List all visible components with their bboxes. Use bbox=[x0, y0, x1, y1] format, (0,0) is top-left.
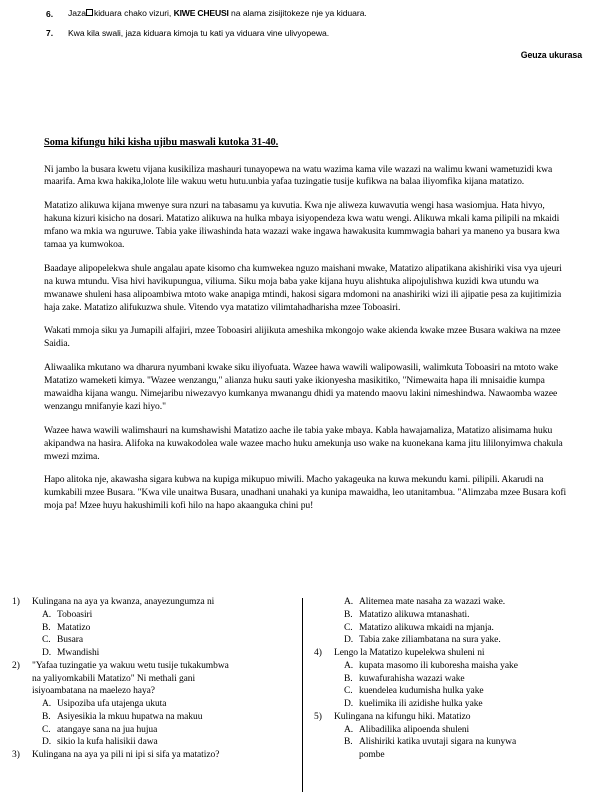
option-text: atangaye sana na jua hujua bbox=[57, 724, 158, 735]
option-text: Alibadilika alipoenda shuleni bbox=[359, 724, 470, 735]
option-text: Matatizo bbox=[57, 622, 91, 633]
question-1-stem: Kulingana na aya ya kwanza, anayezungumza ni bbox=[32, 597, 215, 607]
passage-paragraph-5: Aliwaalika mkutano wa dharura nyumbani kwake siku iliyofuata. Wazee hawa wawili walipowasili, walimkuta Toboasiri na mtoto wake Matatizo wameketi kimya. "Wazee wenzangu," alianza huku sauti yake ikionyesha masikitiko, "Nimewaita hapa ili mnisaidie kumpa mawaidha kijana wangu. Nimejaribu niwezavyo kumkanya mwanangu dhidi ya matendo maovu lakini nimeshindwa. Nawaomba wazee wenzangu mnifanyie kazi hiyo." bbox=[44, 362, 558, 412]
option-letter: B. bbox=[344, 673, 353, 684]
question-3-stem: Kulingana na aya ya pili ni ipi si sifa ya matatizo? bbox=[32, 750, 220, 761]
option-text: Matatizo alikuwa mkaidi na mjanja. bbox=[359, 622, 494, 633]
question-4-number: 4) bbox=[314, 648, 322, 659]
instructions-block bbox=[0, 8, 612, 48]
question-1[interactable] bbox=[10, 596, 298, 609]
passage-paragraph-4: Wakati mmoja siku ya Jumapili alfajiri, mzee Toboasiri alijikuta ameshika mkongojo wake akienda kwake mzee Busara wakiwa na mzee Saidia. bbox=[44, 325, 561, 350]
question-4[interactable] bbox=[312, 647, 608, 660]
option-letter: D. bbox=[42, 737, 52, 748]
passage-section bbox=[44, 136, 569, 513]
instruction-number-6: 6. bbox=[46, 8, 54, 19]
option-text: sikio la kufa halisikii dawa bbox=[57, 737, 158, 748]
option-letter: D. bbox=[344, 635, 354, 646]
option-text: Matatizo alikuwa mtanashati. bbox=[359, 609, 470, 620]
option-letter: C. bbox=[42, 635, 51, 646]
question-5-number: 5) bbox=[314, 711, 322, 722]
option-letter: C. bbox=[42, 724, 51, 735]
question-1-option-b[interactable] bbox=[10, 622, 298, 635]
passage-paragraph-3: Baadaye alipopelekwa shule angalau apate kisomo cha kumwekea nguzo maishani mwake, Matatizo alipatikana akishiriki visa vya ujeuri na kuwa mtundu. Visa hivi havikupungua, viliuma. Siku moja baba yake kijana huyu alishtuka alipojulishwa kuzidi kwa utundu wa mwanawe shuleni hasa alipoambiwa mtoto wake anapiga mtindi, hakosi sigara mdomoni na anashiriki wizi ili ajipatie pesa za kujitimizia haja zake. Matatizo alifukuzwa shule. Vitendo vya matatizo vilimtahadharisha mzee Toboasiri. bbox=[44, 262, 562, 313]
option-letter: A. bbox=[344, 724, 354, 735]
option-letter: A. bbox=[42, 699, 52, 710]
passage-paragraph-1: Ni jambo la busara kwetu vijana kusikiliza mashauri tunayopewa na watu wazima kama vile wazazi na walimu kwani wametuzidi kwa maarifa. Ama kwa hakika,lolote lile wakuu wetu hutu.unbia yafaa tuzingatie tusije kufikwa na balaa iliyomfika kijana matatizo. bbox=[44, 163, 553, 188]
option-text: Mwandishi bbox=[57, 648, 100, 659]
question-1-number: 1) bbox=[12, 597, 20, 607]
option-letter: B. bbox=[344, 609, 353, 620]
questions-column-right bbox=[312, 596, 608, 762]
question-4-option-c[interactable] bbox=[312, 685, 608, 698]
option-letter: A. bbox=[344, 597, 354, 607]
question-2-stem-line2: na yaliyomkabili Matatizo" Ni methali gani bbox=[32, 673, 196, 684]
questions-section bbox=[0, 596, 612, 792]
option-letter: B. bbox=[42, 622, 51, 633]
empty-box-icon bbox=[86, 9, 93, 16]
question-2-option-c[interactable] bbox=[10, 724, 298, 737]
instruction-text-6 bbox=[68, 8, 367, 20]
question-1-option-d[interactable] bbox=[10, 647, 298, 660]
question-4-stem: Lengo la Matatizo kupelekwa shuleni ni bbox=[334, 648, 485, 659]
question-2-stem-line3: isiyoambatana na maelezo haya? bbox=[32, 686, 155, 697]
question-3[interactable] bbox=[10, 749, 298, 762]
option-text: Toboasiri bbox=[57, 609, 93, 620]
question-5-option-b-continuation: pombe bbox=[359, 750, 385, 761]
passage-heading: Soma kifungu hiki kisha ujibu maswali kutoka 31-40. bbox=[44, 137, 279, 148]
option-letter: C. bbox=[344, 622, 353, 633]
instruction-text-7: Kwa kila swali, jaza kiduara kimoja tu kati ya viduara vine ulivyopewa. bbox=[68, 27, 330, 38]
column-divider bbox=[302, 598, 303, 792]
question-3-option-c[interactable] bbox=[312, 622, 608, 635]
option-letter: C. bbox=[344, 686, 353, 697]
question-1-option-c[interactable] bbox=[10, 634, 298, 647]
question-3-option-b[interactable] bbox=[312, 609, 608, 622]
instruction-6-part2: kiduara chako vizuri, bbox=[93, 8, 172, 18]
option-text: Asiyesikia la mkuu hupatwa na makuu bbox=[57, 711, 203, 722]
question-5-stem: Kulingana na kifungu hiki. Matatizo bbox=[334, 711, 471, 722]
question-5[interactable] bbox=[312, 711, 608, 724]
question-5-option-b[interactable] bbox=[312, 736, 608, 749]
option-letter: B. bbox=[42, 711, 51, 722]
option-text: Usipoziba ufa utajenga ukuta bbox=[57, 699, 167, 710]
option-text: kupata masomo ili kuboresha maisha yake bbox=[359, 660, 518, 671]
passage-paragraph-6: Wazee hawa wawili walimshauri na kumshawishi Matatizo aache ile tabia yake mbaya. Kabla hawajamaliza, Matatizo alisimama huku akipandwa na hasira. Alifoka na kuwakodolea wale wazee macho huku amekunja uso wake na kuonekana kama jitu lililonyimwa chakula mwezi mzima. bbox=[44, 424, 563, 462]
question-2-option-d[interactable] bbox=[10, 736, 298, 749]
question-3-option-d[interactable] bbox=[312, 634, 608, 647]
option-letter: D. bbox=[42, 648, 52, 659]
questions-column-left bbox=[10, 596, 298, 762]
instruction-6-part3: na alama zisijitokeze nje ya kiduara. bbox=[231, 8, 367, 18]
question-4-option-d[interactable] bbox=[312, 698, 608, 711]
option-letter: A. bbox=[42, 609, 52, 620]
instruction-item-7 bbox=[0, 28, 612, 40]
turn-page-note: Geuza ukurasa bbox=[520, 50, 582, 60]
instruction-6-emphasis: KIWE CHEUSI bbox=[173, 8, 229, 18]
option-letter: A. bbox=[344, 660, 354, 671]
instruction-number-7: 7. bbox=[46, 28, 54, 39]
question-1-option-a[interactable] bbox=[10, 609, 298, 622]
option-letter: B. bbox=[344, 737, 353, 748]
question-2-number: 2) bbox=[12, 660, 20, 671]
option-text: Tabia zake ziliambatana na sura yake. bbox=[359, 635, 501, 646]
question-4-option-b[interactable] bbox=[312, 673, 608, 686]
question-2-option-a[interactable] bbox=[10, 698, 298, 711]
passage-paragraph-2: Matatizo alikuwa kijana mwenye sura nzuri na tabasamu ya kuvutia. Kwa nje aliweza kuwavutia wengi hasa wasiomjua. Hata hivyo, hakuna kizuri kisicho na dosari. Matatizo alikuwa na hulka mbaya isiyopendeza kwa watu wengi. Alikuwa mkali kama pilipili na mkaidi mfano wa mkia wa nguruwe. Tabia yake iliwashinda hata wazazi wake ingawa hawakusita kummwagia bahari ya maneno ya busara kwa tamaa ya kumwokoa. bbox=[44, 200, 560, 250]
option-text: Alitemea mate nasaha za wazazi wake. bbox=[359, 597, 506, 607]
passage-paragraph-7: Hapo alitoka nje, akawasha sigara kubwa na kupiga mikupuo miwili. Macho yakageuka na kuwa mekundu kami. pilipili. Akarudi na kumkabili mzee Busara. "Kwa vile unaitwa Busara, unadhani unahaki ya kunipa mawaidha, leo utanitambua. "Alimzaba mzee Busara kofi moja pa! Mzee huyu hakushimili kofi hilo na hapo akaanguka chini pu! bbox=[44, 474, 567, 512]
instruction-6-part1: Jaza bbox=[68, 8, 86, 18]
instruction-item-6 bbox=[0, 8, 612, 20]
question-2[interactable] bbox=[10, 660, 298, 673]
option-text: kuendelea kudumisha hulka yake bbox=[359, 686, 484, 697]
question-2-stem: "Yafaa tuzingatie ya wakuu wetu tusije tukakumbwa bbox=[32, 660, 229, 671]
question-4-option-a[interactable] bbox=[312, 660, 608, 673]
option-text: kuwafurahisha wazazi wake bbox=[359, 673, 465, 684]
question-2-option-b[interactable] bbox=[10, 711, 298, 724]
option-text: Busara bbox=[57, 635, 84, 646]
option-text: Alishiriki katika uvutaji sigara na kunywa bbox=[359, 737, 517, 748]
question-3-option-a[interactable] bbox=[312, 596, 608, 609]
question-5-option-a[interactable] bbox=[312, 724, 608, 737]
option-text: kuelimika ili azidishe hulka yake bbox=[359, 699, 483, 710]
question-3-number: 3) bbox=[12, 750, 20, 761]
option-letter: D. bbox=[344, 699, 354, 710]
